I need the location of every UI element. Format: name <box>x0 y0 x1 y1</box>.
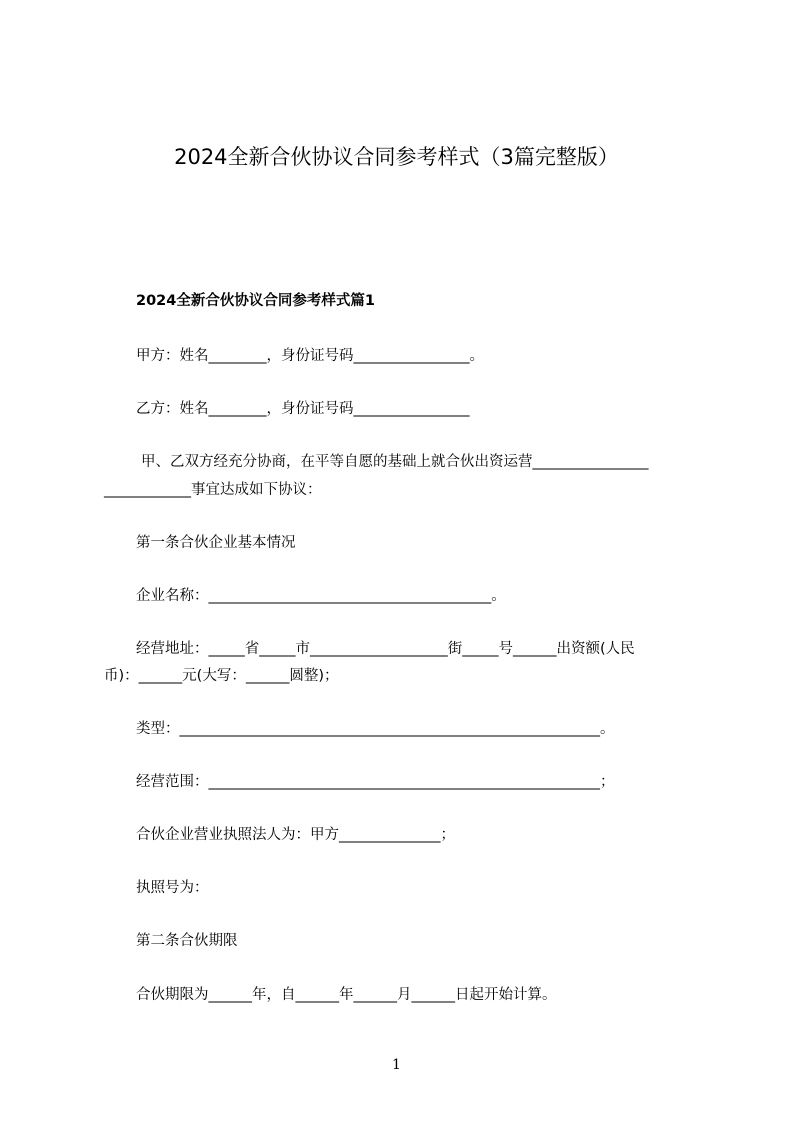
document-title: 2024全新合伙协议合同参考样式（3篇完整版） <box>174 145 619 169</box>
license-number-line: 执照号为： <box>136 880 209 896</box>
intro-line-2: ____________事宜达成如下协议： <box>104 482 322 498</box>
intro-line-1: 甲、乙双方经充分协商，在平等自愿的基础上就合伙出资运营________________ <box>141 454 649 470</box>
scope-line: 经营范围：______________________________________________________； <box>136 774 615 790</box>
party-a-line: 甲方：姓名________，身份证号码________________。 <box>136 348 484 364</box>
section-heading: 2024全新合伙协议合同参考样式篇1 <box>136 293 375 309</box>
address-line-2: 币)：______元(大写：______圆整)； <box>104 668 339 684</box>
page-number: 1 <box>392 1057 401 1073</box>
type-line: 类型：__________________________________________________________。 <box>136 721 615 737</box>
company-name-line: 企业名称：_______________________________________。 <box>136 588 506 604</box>
party-b-line: 乙方：姓名________，身份证号码________________ <box>136 401 470 417</box>
article-1-title: 第一条合伙企业基本情况 <box>136 535 296 551</box>
address-line-1: 经营地址：_____省_____市___________________街_____号______出资额(人民 <box>136 641 635 657</box>
license-person-line: 合伙企业营业执照法人为：甲方______________； <box>136 827 455 843</box>
term-line: 合伙期限为______年，自______年______月______日起开始计算。 <box>136 987 557 1003</box>
article-2-title: 第二条合伙期限 <box>136 933 238 949</box>
